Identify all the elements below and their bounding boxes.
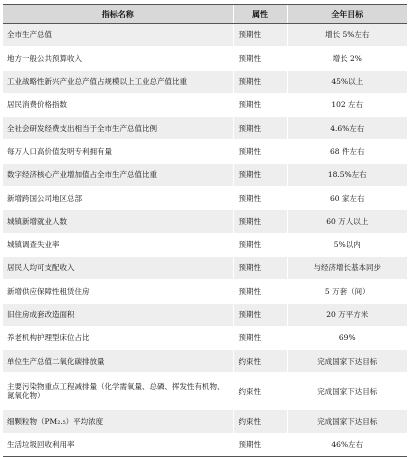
header-row	[3, 5, 407, 24]
table-row	[3, 256, 407, 279]
annual-target-cell: 与经济增长基本同步	[287, 256, 407, 279]
property-cell: 预期性	[233, 140, 287, 163]
table-row	[3, 410, 407, 433]
indicator-name-cell: 细颗粒物（PM₂.₅）平均浓度	[3, 410, 233, 433]
table-row	[3, 70, 407, 93]
table-row	[3, 187, 407, 210]
indicator-name-cell: 旧住房成套改造面积	[3, 303, 233, 326]
header-property: 属性	[233, 5, 287, 24]
annual-target-cell: 增长 5%左右	[287, 24, 407, 47]
annual-target-cell: 完成国家下达目标	[287, 373, 407, 410]
indicator-name-cell: 城镇调查失业率	[3, 233, 233, 256]
annual-target-cell: 18.5%左右	[287, 163, 407, 186]
table-row	[3, 280, 407, 303]
indicator-name-cell: 城镇新增就业人数	[3, 210, 233, 233]
header-indicator-name: 指标名称	[3, 5, 233, 24]
table-row	[3, 350, 407, 373]
property-cell: 约束性	[233, 410, 287, 433]
indicator-name-cell: 地方一般公共预算收入	[3, 47, 233, 70]
table-row	[3, 233, 407, 256]
table-row	[3, 373, 407, 410]
annual-target-cell: 20 万平方米	[287, 303, 407, 326]
property-cell: 预期性	[233, 70, 287, 93]
property-cell: 预期性	[233, 47, 287, 70]
table-row	[3, 24, 407, 47]
property-cell: 预期性	[233, 93, 287, 116]
indicator-name-cell: 新增供应保障性租赁住房	[3, 280, 233, 303]
indicator-name-cell: 养老机构护理型床位占比	[3, 326, 233, 349]
table-row	[3, 117, 407, 140]
annual-target-cell: 完成国家下达目标	[287, 350, 407, 373]
header-annual-target: 全年目标	[287, 5, 407, 24]
annual-target-cell: 完成国家下达目标	[287, 410, 407, 433]
table-row	[3, 210, 407, 233]
indicator-table	[3, 4, 407, 457]
property-cell: 预期性	[233, 210, 287, 233]
indicator-name-cell: 新增跨国公司地区总部	[3, 187, 233, 210]
property-cell: 预期性	[233, 187, 287, 210]
property-cell: 预期性	[233, 326, 287, 349]
indicator-name-cell: 单位生产总值二氧化碳排放量	[3, 350, 233, 373]
table-row	[3, 303, 407, 326]
indicator-name-cell: 工业战略性新兴产业总产值占规模以上工业总产值比重	[3, 70, 233, 93]
property-cell: 预期性	[233, 24, 287, 47]
annual-target-cell: 5%以内	[287, 233, 407, 256]
property-cell: 预期性	[233, 303, 287, 326]
property-cell: 预期性	[233, 163, 287, 186]
property-cell: 预期性	[233, 256, 287, 279]
property-cell: 约束性	[233, 373, 287, 410]
property-cell: 预期性	[233, 433, 287, 456]
annual-target-cell: 46%左右	[287, 433, 407, 456]
indicator-name-cell: 居民消费价格指数	[3, 93, 233, 116]
indicator-name-cell: 全市生产总值	[3, 24, 233, 47]
table-row	[3, 47, 407, 70]
property-cell: 预期性	[233, 233, 287, 256]
annual-target-cell: 60 万人以上	[287, 210, 407, 233]
table-row	[3, 140, 407, 163]
table-row	[3, 93, 407, 116]
annual-target-cell: 60 家左右	[287, 187, 407, 210]
indicator-table-container	[3, 4, 407, 457]
indicator-name-cell: 数字经济核心产业增加值占全市生产总值比重	[3, 163, 233, 186]
indicator-name-cell: 全社会研发经费支出相当于全市生产总值比例	[3, 117, 233, 140]
indicator-name-cell: 生活垃圾回收利用率	[3, 433, 233, 456]
annual-target-cell: 68 件左右	[287, 140, 407, 163]
table-header	[3, 5, 407, 24]
indicator-name-cell: 居民人均可支配收入	[3, 256, 233, 279]
annual-target-cell: 增长 2%	[287, 47, 407, 70]
table-row	[3, 163, 407, 186]
property-cell: 预期性	[233, 280, 287, 303]
annual-target-cell: 45%以上	[287, 70, 407, 93]
indicator-name-cell: 主要污染物重点工程减排量（化学需氧量、总磷、挥发性有机物、氮氧化物）	[3, 373, 233, 410]
property-cell: 预期性	[233, 117, 287, 140]
table-body	[3, 24, 407, 457]
table-row	[3, 326, 407, 349]
annual-target-cell: 4.6%左右	[287, 117, 407, 140]
annual-target-cell: 102 左右	[287, 93, 407, 116]
annual-target-cell: 5 万套（间）	[287, 280, 407, 303]
annual-target-cell: 69%	[287, 326, 407, 349]
property-cell: 约束性	[233, 350, 287, 373]
indicator-name-cell: 每万人口高价值发明专利拥有量	[3, 140, 233, 163]
table-row	[3, 433, 407, 456]
